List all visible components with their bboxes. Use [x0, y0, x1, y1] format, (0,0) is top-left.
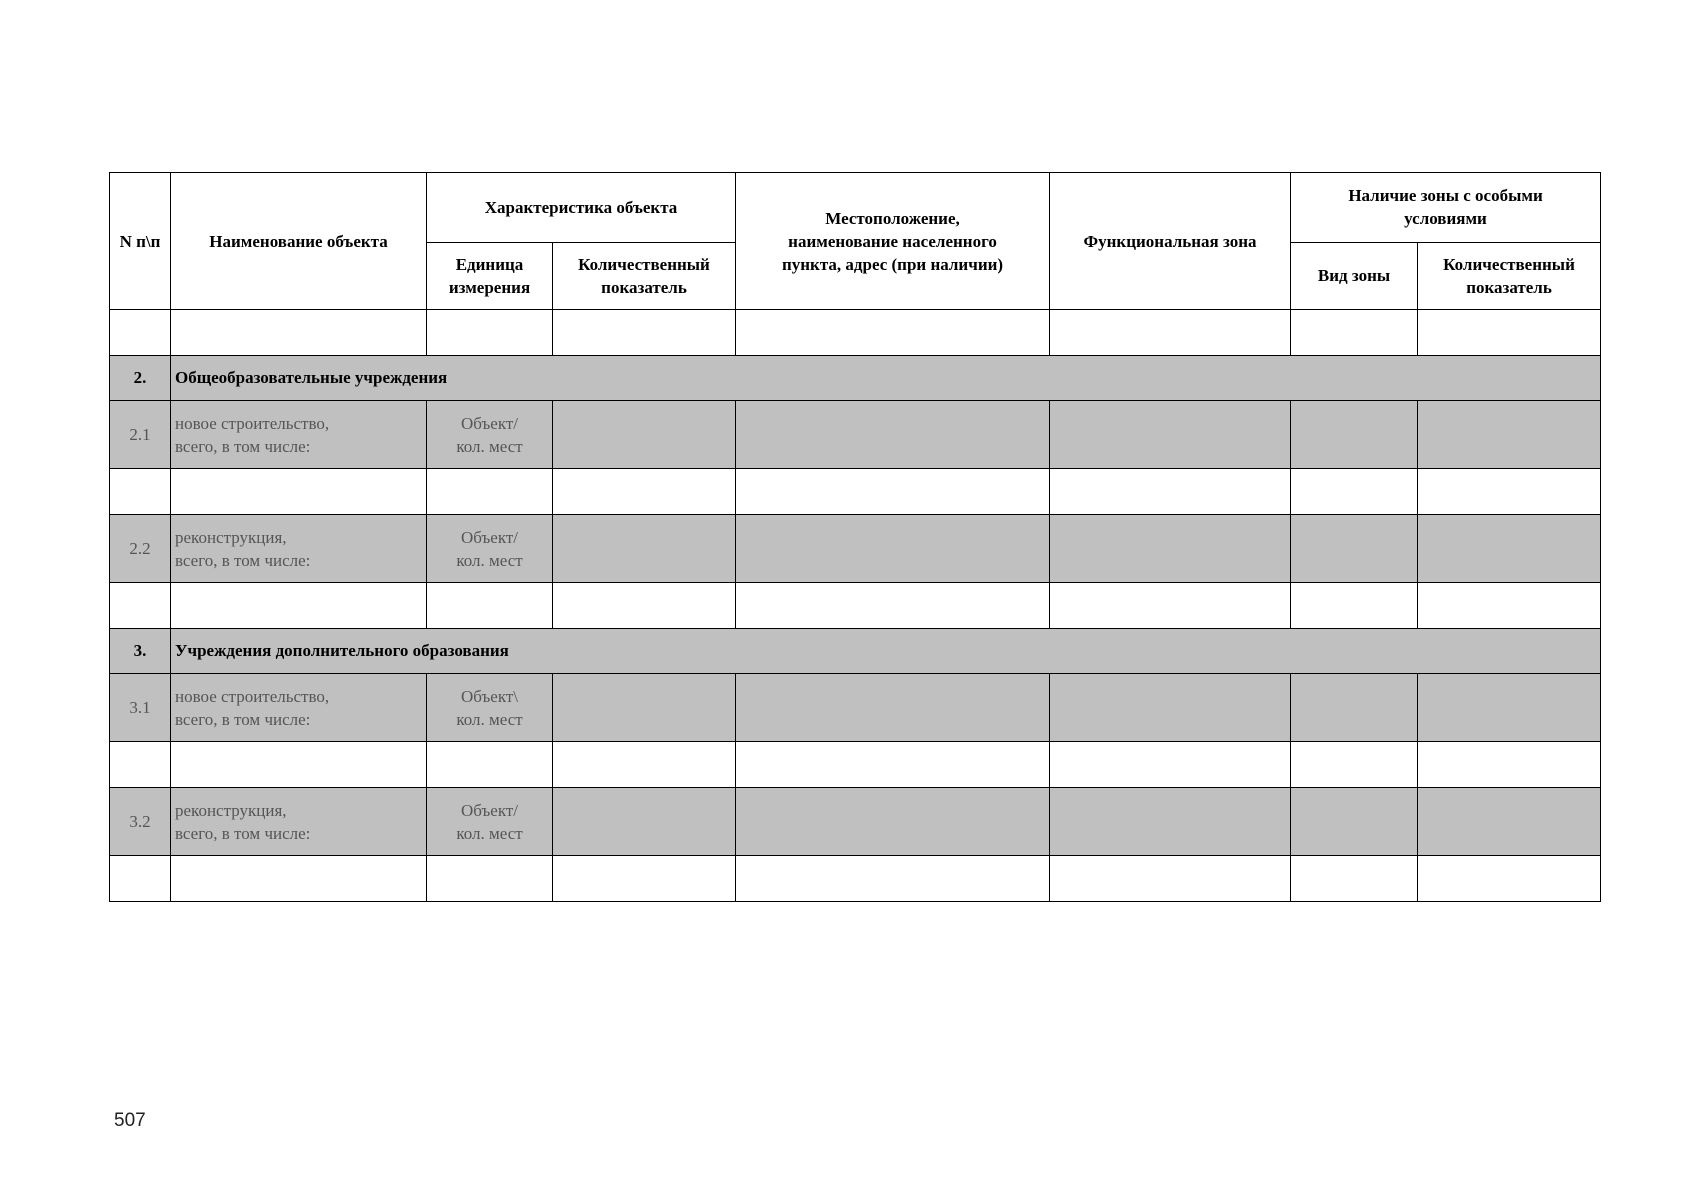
section-row — [110, 356, 1601, 401]
unit-line: Объект/ — [460, 413, 519, 433]
object-name-line: всего, в том числе: — [175, 550, 311, 570]
page-number: 507 — [114, 1110, 146, 1131]
section-title: Общеобразовательные учреждения — [171, 356, 1601, 401]
unit-line: кол. мест — [456, 709, 523, 729]
table-row — [110, 583, 1601, 629]
section-number: 3. — [110, 629, 171, 674]
section-title: Учреждения дополнительного образования — [171, 629, 1601, 674]
header-special-zone: Наличие зоны с особыми условиями — [1291, 173, 1601, 243]
table-row — [110, 674, 1601, 742]
header-unit: Единица измерения — [427, 242, 553, 310]
section-number: 2. — [110, 356, 171, 401]
object-name-cell — [171, 401, 427, 469]
row-number: 3.2 — [110, 788, 171, 856]
table-row — [110, 856, 1601, 902]
object-name-line: реконструкция, — [175, 527, 287, 547]
object-name-cell — [171, 515, 427, 583]
table-row — [110, 742, 1601, 788]
header-quantity: Количественный показатель — [553, 242, 736, 310]
unit-line: кол. мест — [456, 550, 523, 570]
header-zone-type: Вид зоны — [1291, 242, 1418, 310]
header-zone-quantity: Количественный показатель — [1418, 242, 1601, 310]
object-name-line: всего, в том числе: — [175, 709, 311, 729]
table-row — [110, 401, 1601, 469]
object-name-cell — [171, 788, 427, 856]
document-table — [109, 172, 1601, 902]
unit-line: Объект/ — [460, 527, 519, 547]
table-row — [110, 788, 1601, 856]
header-location: Местоположение, наименование населенного пункта, адрес (при наличии) — [736, 173, 1050, 310]
header-object-name: Наименование объекта — [171, 173, 427, 310]
header-functional-zone: Функциональная зона — [1050, 173, 1291, 310]
row-number: 3.1 — [110, 674, 171, 742]
unit-line: кол. мест — [456, 436, 523, 456]
unit-cell — [427, 401, 553, 469]
table-row — [110, 469, 1601, 515]
unit-line: Объект\ — [460, 686, 519, 706]
unit-line: кол. мест — [456, 823, 523, 843]
unit-cell — [427, 515, 553, 583]
object-name-line: всего, в том числе: — [175, 436, 311, 456]
table-row — [110, 515, 1601, 583]
table-row — [110, 310, 1601, 356]
row-number: 2.2 — [110, 515, 171, 583]
object-name-line: новое строительство, — [175, 413, 330, 433]
unit-cell — [427, 788, 553, 856]
header-characteristic: Характеристика объекта — [427, 173, 736, 243]
object-name-cell — [171, 674, 427, 742]
header-num: N п\п — [110, 173, 171, 310]
unit-cell — [427, 674, 553, 742]
unit-line: Объект/ — [460, 800, 519, 820]
object-name-line: реконструкция, — [175, 800, 287, 820]
row-number: 2.1 — [110, 401, 171, 469]
section-row — [110, 629, 1601, 674]
object-name-line: всего, в том числе: — [175, 823, 311, 843]
object-name-line: новое строительство, — [175, 686, 330, 706]
